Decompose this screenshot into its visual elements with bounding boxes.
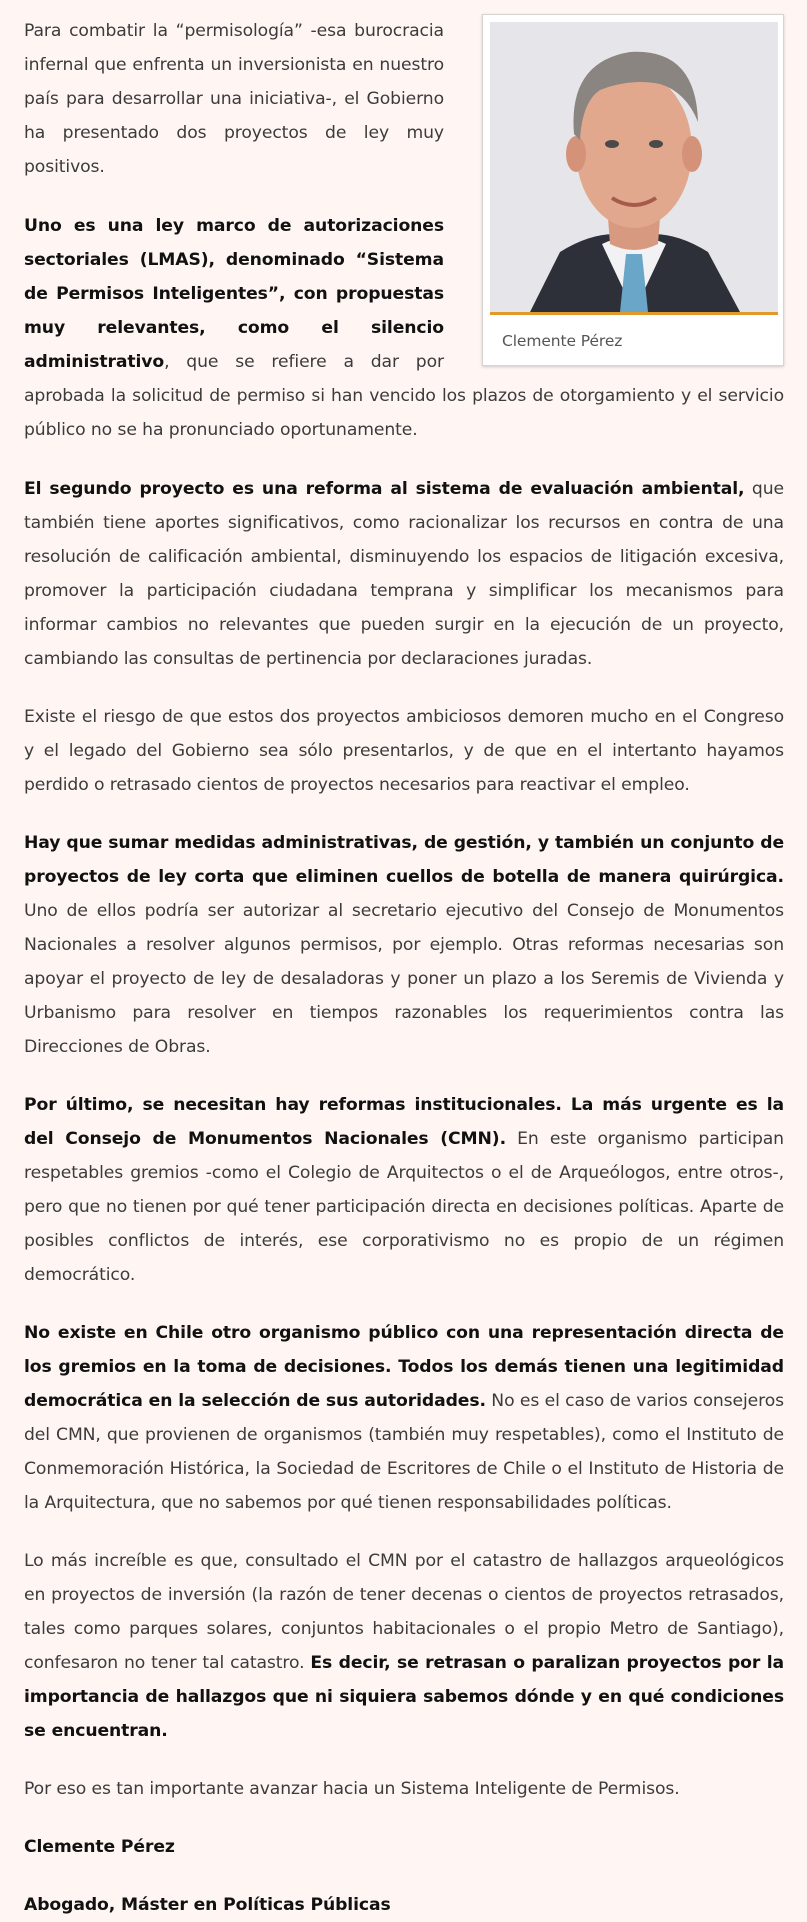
paragraph-4: Existe el riesgo de que estos dos proyectos ambiciosos demoren mucho en el Congreso y el legado del Gobierno sea sólo presentarlos, y de que en el intertanto hayamos perdido o retrasado cientos de proyectos necesarios para reactivar el empleo. xyxy=(24,707,784,795)
paragraph-6-text: En este organismo participan respetables gremios -como el Colegio de Arquitectos o el de Arqueólogos, entre otros-, pero que no tienen por qué tener participación directa en decisiones políticas. Aparte de posibles conflictos de interés, ese corporativismo no es propio de un régimen democrático. xyxy=(24,1129,784,1285)
author-title-text: Abogado, Máster en Políticas Públicas xyxy=(24,1895,391,1915)
portrait-illustration xyxy=(490,22,778,312)
paragraph-5-bold: Hay que sumar medidas administrativas, de gestión, y también un conjunto de proyectos de ley corta que eliminen cuellos de botella de manera quirúrgica. xyxy=(24,833,784,887)
paragraph-7 xyxy=(24,1316,784,1520)
paragraph-7-text: No es el caso de varios consejeros del CMN, que provienen de organismos (también muy respetables), como el Instituto de Conmemoración Histórica, la Sociedad de Escritores de Chile o el Instituto de Historia de la Arquitectura, que no sabemos por qué tienen responsabilidades políticas. xyxy=(24,1391,785,1513)
author-photo[interactable] xyxy=(490,22,778,315)
paragraph-6 xyxy=(24,1088,784,1292)
paragraph-8-text: Lo más increíble es que, consultado el CMN por el catastro de hallazgos arqueológicos en proyectos de inversión (la razón de tener decenas o cientos de proyectos retrasados, tales como parques solares, conjuntos habitacionales o el propio Metro de Santiago), confesaron no tener tal catastro. xyxy=(24,1551,784,1673)
paragraph-1: Para combatir la “permisología” -esa burocracia infernal que enfrenta un inversionista en nuestro país para desarrollar una iniciativa-, el Gobierno ha presentado dos proyectos de ley muy positivos. xyxy=(24,21,444,177)
paragraph-3-text: que también tiene aportes significativos, como racionalizar los recursos en contra de una resolución de calificación ambiental, disminuyendo los espacios de litigación excesiva, promover la participación ciudadana temprana y simplificar los mecanismos para informar cambios no relevantes que pueden surgir en la ejecución de un proyecto, cambiando las consultas de pertinencia por declaraciones juradas. xyxy=(24,479,784,669)
paragraph-6-bold: Por último, se necesitan hay reformas institucionales. La más urgente es la del Consejo de Monumentos Nacionales (CMN). xyxy=(24,1095,784,1149)
paragraph-3-bold: El segundo proyecto es una reforma al sistema de evaluación ambiental, xyxy=(24,479,745,499)
paragraph-9: Por eso es tan importante avanzar hacia un Sistema Inteligente de Permisos. xyxy=(24,1779,680,1799)
author-name xyxy=(24,1830,784,1864)
article-body xyxy=(24,0,784,1922)
paragraph-5-text: Uno de ellos podría ser autorizar al secretario ejecutivo del Consejo de Monumentos Nacionales a resolver algunos permisos, por ejemplo. Otras reformas necesarias son apoyar el proyecto de ley de desaladoras y poner un plazo a los Seremis de Vivienda y Urbanismo para resolver en tiempos razonables los requerimientos contra las Direcciones de Obras. xyxy=(24,901,784,1057)
paragraph-2-text: , que se refiere a dar por aprobada la solicitud de permiso si han vencido los plazos de otorgamiento y el servicio público no se ha pronunciado oportunamente. xyxy=(24,352,784,440)
paragraph-5 xyxy=(24,826,784,1064)
paragraph-8 xyxy=(24,1544,784,1748)
author-name-text: Clemente Pérez xyxy=(24,1837,175,1857)
photo-caption: Clemente Pérez xyxy=(502,332,623,350)
paragraph-3 xyxy=(24,472,784,676)
paragraph-2-bold: Uno es una ley marco de autorizaciones sectoriales (LMAS), denominado “Sistema de Permisos Inteligentes”, con propuestas muy relevantes, como el silencio administrativo xyxy=(24,216,444,372)
paragraph-8-bold: Es decir, se retrasan o paralizan proyectos por la importancia de hallazgos que ni siquiera sabemos dónde y en qué condiciones se encuentran. xyxy=(24,1653,784,1741)
author-title xyxy=(24,1888,784,1922)
paragraph-7-bold: No existe en Chile otro organismo público con una representación directa de los gremios en la toma de decisiones. Todos los demás tienen una legitimidad democrática en la selección de sus autoridades. xyxy=(24,1323,784,1411)
author-photo-figure xyxy=(482,14,784,366)
